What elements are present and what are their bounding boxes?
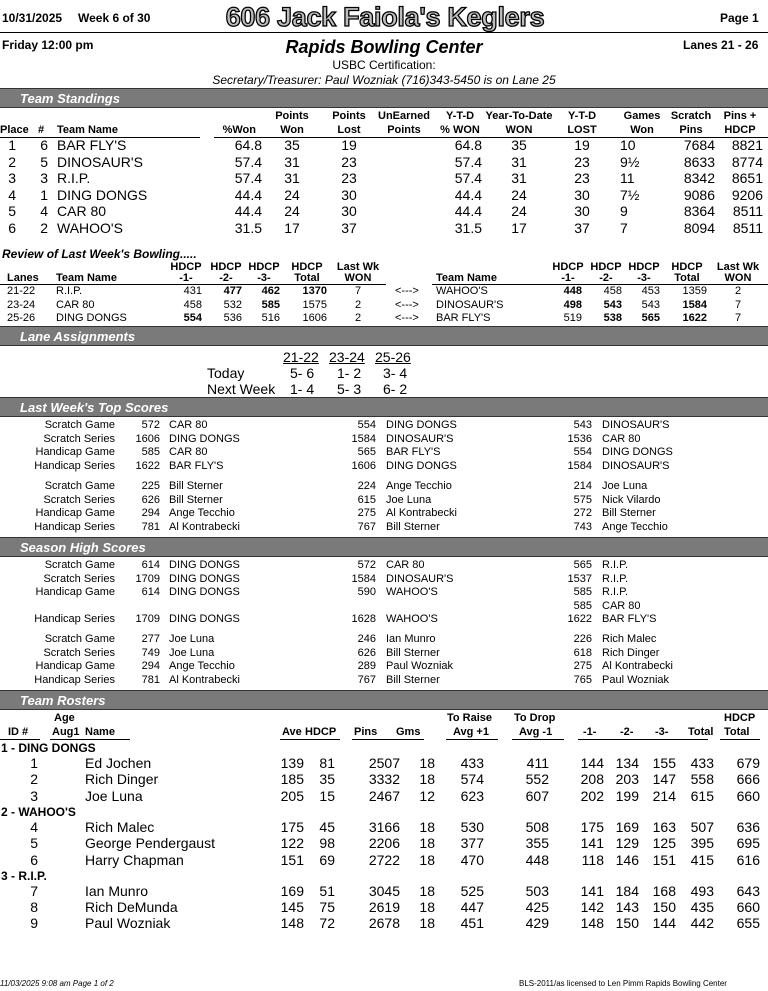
page-number: Page 1: [720, 11, 759, 25]
league-title: 606 Jack Faiola's Keglers: [225, 2, 545, 32]
footer-right: BLS-2011/as licensed to Len Pimm Rapids Bowling Center: [519, 979, 727, 988]
week-label: Week 6 of 30: [78, 11, 151, 25]
team-title: 3 - R.I.P.: [1, 868, 47, 883]
versus-arrow: <--->: [395, 285, 419, 297]
section-top-scores: Last Week's Top Scores: [0, 397, 768, 417]
team-title: 2 - WAHOO'S: [1, 804, 76, 819]
center-name: Rapids Bowling Center: [285, 37, 483, 57]
section-lane-assignments: Lane Assignments: [0, 326, 768, 346]
day-time: Friday 12:00 pm: [2, 38, 94, 52]
team-title: 1 - DING DONGS: [1, 741, 96, 755]
roster-rule: [280, 739, 340, 740]
versus-arrow: <--->: [395, 312, 419, 324]
usbc-cert: USBC Certification:: [332, 58, 436, 72]
report-date: 10/31/2025: [2, 11, 63, 25]
roster-rule: [720, 739, 760, 740]
versus-arrow: <--->: [395, 298, 419, 311]
footer-left: 11/03/2025 9:08 am Page 1 of 2: [0, 979, 114, 988]
roster-rule: [512, 739, 564, 740]
roster-rule: [578, 739, 708, 740]
header-rule: [0, 32, 768, 33]
lanes-range: Lanes 21 - 26: [683, 38, 759, 52]
roster-rule: [446, 739, 498, 740]
section-season-high: Season High Scores: [0, 537, 768, 557]
roster-rule: [50, 739, 130, 740]
report-page: 10/31/2025 Week 6 of 30 606 Jack Faiola's Keglers Page 1 Friday 12:00 pm Rapids Bowling Center Lanes 21 - 26 USBC Certification: Secretary/Treasurer: Paul Wozniak (716)343-5450 is on Lane 25 Team Standings Place # Team Name %Won Points Won Points Lost UnEarned Points Y-T-D % WON Year-To-Date WON Y-T-D LOST Games Won Scratch Pins Pins + HDCP 1 6 BAR FLY'S 64.8 35 19 64.8 35 19 10 7684 8821 2 5 DINOSAUR'S 57.4 31 23 57.4 31 23 9½ 8633 8774 3 3 R.I.P. 57.4 31 23 57.4 31 23 11 8342 8651 4 1 DING DONGS 44.4 24 30 44.4 24 30 7½ 9086 9206 5 4 CAR 80 44.4 24 30 44.4 24 30 9 8364 8511 6 2 WAHOO'S 31.5 17 37 31.5 17 37 7 8094 8511 Review of Last Week's Bowling..... Lanes Team Name HDCP -1- HDCP -2- HDCP -3- HDCP Total Last Wk WON Team Name HDCP -1- HDCP -2- HDCP -3- HDCP Total Last Wk WON 21-22 R.I.P. 431 477 462 1370 7 <---> WAHOO'S 448 458 453 1359 2 23-24 CAR 80 458 532 585 1575 2 <---> DINOSAUR'S 498 543 543 1584 7 25-26 DING DONGS 554 536 516 1606 2 <---> BAR FLY'S 519 538 565 1622 7 Lane Assignments 21-22 23-24 25-26 Today 5- 6 1- 2 3- 4 Next Week 1- 4 5- 3 6- 2 Last Week's Top Scores Scratch Game 572 CAR 80 554 DING DONGS 543 DINOSAUR'S Scratch Series 1606 DING DONGS 1584 DINOSAUR'S 1536 CAR 80 Handicap Game 585 CAR 80 565 BAR FLY'S 554 DING DONGS Handicap Series 1622 BAR FLY'S 1606 DING DONGS 1584 DINOSAUR'S Scratch Game 225 Bill Sterner 224 Ange Tecchio 214 Joe Luna Scratch Series 626 Bill Sterner 615 Joe Luna 575 Nick Vilardo Handicap Game 294 Ange Tecchio 275 Al Kontrabecki 272 Bill Sterner Handicap Series 781 Al Kontrabecki 767 Bill Sterner 743 Ange Tecchio Season High Scores Scratch Game 614 DING DONGS 572 CAR 80 565 R.I.P. Scratch Series 1709 DING DONGS 1584 DINOSAUR'S 1537 R.I.P. Handicap Game 614 DING DONGS 590 WAHOO'S 585 R.I.P. 585 CAR 80 Handicap Series 1709 DING DONGS 1628 WAHOO'S 1622 BAR FLY'S Scratch Game 277 Joe Luna 246 Ian Munro 226 Rich Malec Scratch Series 749 Joe Luna 626 Bill Sterner 618 Rich Dinger Handicap Game 294 Ange Tecchio 289 Paul Wozniak 275 Al Kontrabecki Handicap Series 781 Al Kontrabecki 767 Bill Sterner 765 Paul Wozniak Team Rosters Age ID # Aug1 Name Ave HDCP Pins Gms To Raise Avg +1 To Drop Avg -1 -1- -2- -3- Total HDCP Total 1 - DING DONGS 1 Ed Jochen 139 81 2507 18 433 411 144 134 155 433 679 2 Rich Dinger 185 35 3332 18 574 552 208 203 147 558 666 3 Joe Luna 205 15 2467 12 623 607 202 199 214 615 660 2 - WAHOO'S 4 Rich Malec 175 45 3166 18 530 508 175 169 163 507 636 5 George Pendergaust 122 98 2206 18 377 355 141 129 125 395 695 6 Harry Chapman 151 69 2722 18 470 448 118 146 151 415 616 3 - R.I.P. 7 Ian Munro 169 51 3045 18 525 503 141 184 168 493 643 8 Rich DeMunda 145 75 2619 18 447 425 142 143 150 435 660 9 Paul Wozniak 148 72 2678 18 451 429 148 150 144 442 655 11/03/2025 9:08 am Page 1 of 2 BLS-2011/as licensed to Len Pimm Rapids Bowling Center: [0, 0, 768, 991]
roster-rule: [352, 739, 424, 740]
review-title: Review of Last Week's Bowling.....: [2, 247, 197, 261]
section-team-rosters: Team Rosters: [0, 690, 768, 710]
roster-rule: [0, 739, 40, 740]
secretary-line: Secretary/Treasurer: Paul Wozniak (716)343-5450 is on Lane 25: [212, 73, 556, 87]
section-team-standings: Team Standings: [0, 88, 768, 108]
